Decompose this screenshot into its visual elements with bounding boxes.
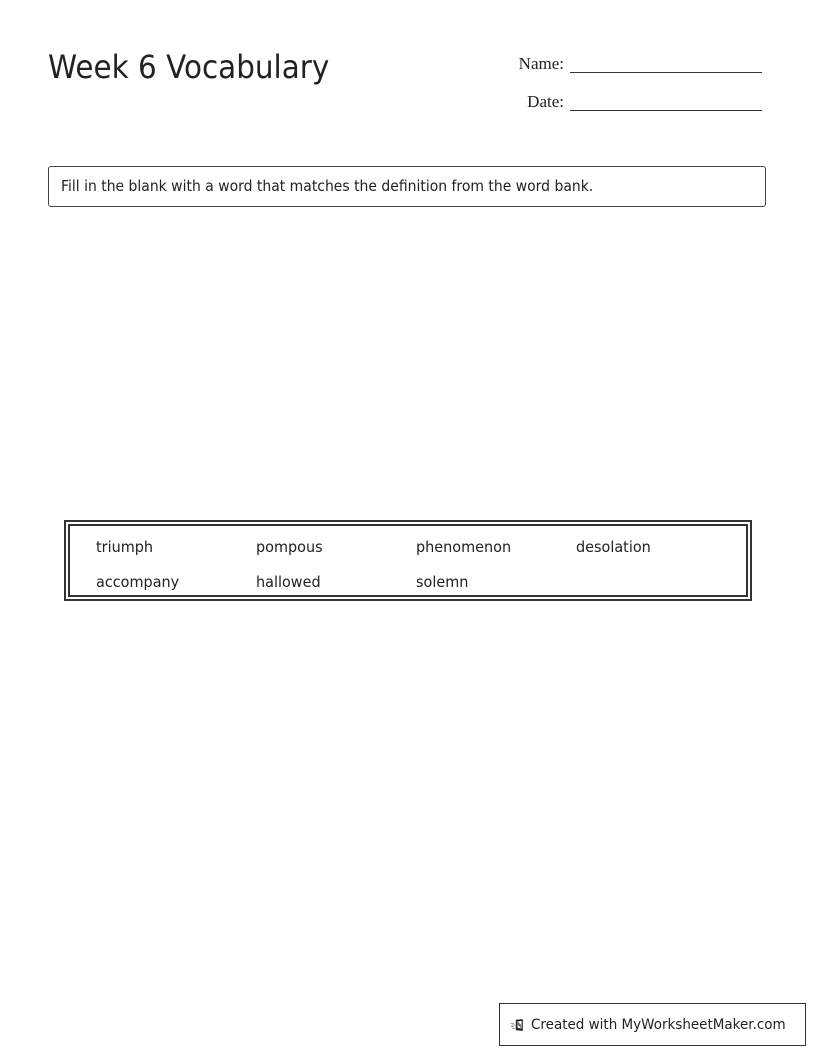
worksheet-logo-icon bbox=[510, 1014, 525, 1036]
word-bank-item: triumph bbox=[96, 538, 154, 556]
instructions-text: Fill in the blank with a word that matches the definition from the word bank. bbox=[61, 177, 594, 195]
word-bank-item: hallowed bbox=[256, 572, 321, 591]
footer-credit-badge[interactable] bbox=[499, 1003, 806, 1046]
word-bank-item: accompany bbox=[96, 572, 180, 591]
date-field bbox=[504, 92, 762, 112]
word-bank-item: desolation bbox=[576, 538, 651, 556]
word-bank bbox=[64, 520, 752, 601]
footer-credit-text: Created with MyWorksheetMaker.com bbox=[531, 1016, 786, 1033]
word-bank-item: phenomenon bbox=[416, 538, 512, 556]
word-bank-item: pompous bbox=[256, 538, 323, 556]
name-blank-line bbox=[570, 71, 762, 73]
name-label: Name: bbox=[518, 54, 564, 73]
word-bank-item: solemn bbox=[416, 572, 469, 591]
page-title: Week 6 Vocabulary bbox=[48, 48, 330, 86]
date-label: Date: bbox=[527, 92, 564, 111]
word-bank-grid bbox=[68, 524, 748, 597]
instructions-box bbox=[48, 166, 766, 207]
date-blank-line bbox=[570, 109, 762, 111]
name-field bbox=[504, 54, 762, 74]
